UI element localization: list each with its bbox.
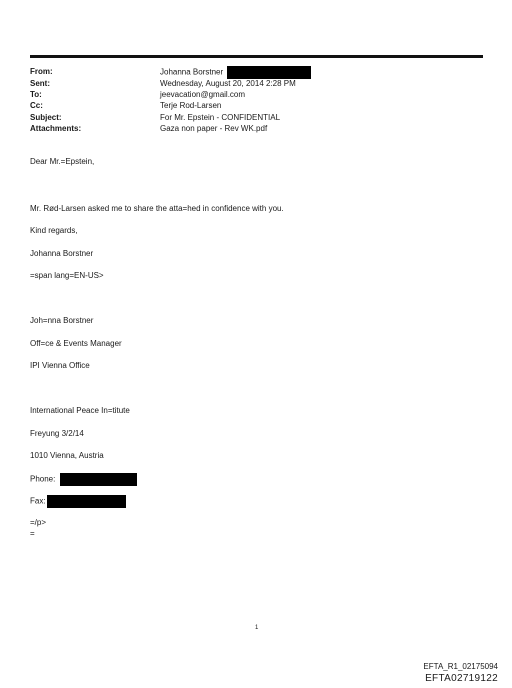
signer-name: Johanna Borstner xyxy=(30,249,94,258)
signature-title: Off=ce & Events Manager xyxy=(30,339,122,348)
span-tag-text: =span lang=EN-US> xyxy=(30,271,104,280)
attachments-label: Attachments: xyxy=(30,124,82,133)
header-divider xyxy=(30,55,483,58)
to-value: jeevacation@gmail.com xyxy=(160,90,246,99)
fax-line xyxy=(30,495,126,508)
organization-name: International Peace In=titute xyxy=(30,406,130,415)
cc-value: Terje Rod-Larsen xyxy=(160,101,222,110)
street-address: Freyung 3/2/14 xyxy=(30,429,84,438)
closing: Kind regards, xyxy=(30,226,78,235)
signature-name: Joh=nna Borstner xyxy=(30,316,94,325)
fax-label: Fax: xyxy=(30,496,46,506)
sent-value: Wednesday, August 20, 2014 2:28 PM xyxy=(160,79,296,88)
from-value: Johanna Borstner xyxy=(160,66,311,79)
city-address: 1010 Vienna, Austria xyxy=(30,451,104,460)
cc-label: Cc: xyxy=(30,101,43,110)
redaction-block xyxy=(60,473,137,486)
bates-number-secondary: EFTA02719122 xyxy=(425,673,498,684)
from-label: From: xyxy=(30,67,53,76)
phone-line xyxy=(30,473,137,486)
phone-label: Phone: xyxy=(30,474,56,484)
message-paragraph: Mr. Rød-Larsen asked me to share the atta=hed in confidence with you. xyxy=(30,204,284,213)
attachment-link[interactable]: Gaza non paper - Rev WK.pdf xyxy=(160,124,268,133)
p-close-tag-text: =/p> xyxy=(30,518,47,527)
sent-label: Sent: xyxy=(30,79,50,88)
equals-sign: = xyxy=(30,529,35,538)
page-number: 1 xyxy=(255,625,259,631)
signature-office: IPI Vienna Office xyxy=(30,361,90,370)
bates-number-primary: EFTA_R1_02175094 xyxy=(423,662,498,671)
redaction-block xyxy=(47,495,126,508)
subject-label: Subject: xyxy=(30,113,62,122)
greeting: Dear Mr.=Epstein, xyxy=(30,157,95,166)
to-label: To: xyxy=(30,90,42,99)
subject-value: For Mr. Epstein - CONFIDENTIAL xyxy=(160,113,281,122)
